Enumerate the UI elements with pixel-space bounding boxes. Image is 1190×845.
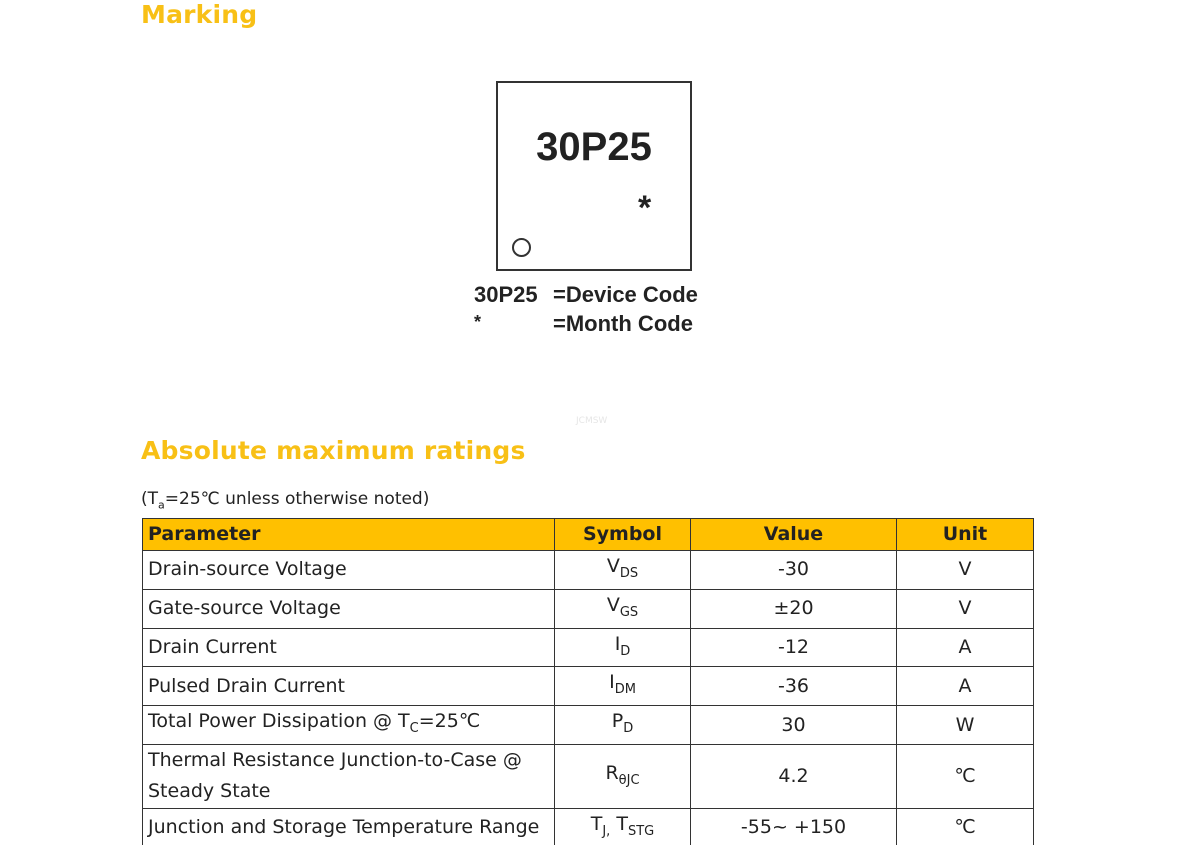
table-row bbox=[143, 706, 1034, 745]
unit-cell: ℃ bbox=[897, 744, 1034, 808]
value-cell: -55~ +150 bbox=[691, 808, 897, 845]
symbol-cell: $I_D$ bbox=[555, 628, 691, 667]
value-cell: 30 bbox=[691, 706, 897, 745]
table-row bbox=[143, 628, 1034, 667]
pin1-indicator-icon bbox=[512, 238, 531, 257]
watermark: JCMSW bbox=[576, 416, 608, 426]
param-cell: Thermal Resistance Junction-to-Case @ Steady State bbox=[143, 744, 555, 808]
table-header-row bbox=[143, 519, 1034, 551]
table-row bbox=[143, 589, 1034, 628]
table-row bbox=[143, 551, 1034, 590]
legend-device-code: 30P25 bbox=[474, 282, 538, 307]
unit-cell: V bbox=[897, 589, 1034, 628]
value-cell: ±20 bbox=[691, 589, 897, 628]
legend-month-code-desc: =Month Code bbox=[553, 311, 693, 336]
ratings-title: Absolute maximum ratings bbox=[141, 436, 526, 465]
header-value: Value bbox=[691, 519, 897, 551]
symbol-cell: $V_{DS}$ bbox=[555, 551, 691, 590]
symbol-cell: $V_{GS}$ bbox=[555, 589, 691, 628]
param-cell: Junction and Storage Temperature Range bbox=[143, 808, 555, 845]
legend-month-code: * bbox=[474, 312, 482, 332]
unit-cell: W bbox=[897, 706, 1034, 745]
ratings-note: ($T_a=25℃$ unless otherwise noted) bbox=[141, 489, 430, 512]
symbol-cell: $P_D$ bbox=[555, 706, 691, 745]
unit-cell: ℃ bbox=[897, 808, 1034, 845]
table-row bbox=[143, 808, 1034, 845]
legend-device-code-desc: =Device Code bbox=[553, 282, 698, 307]
symbol-cell: $T_{J,}$ $T_{STG}$ bbox=[555, 808, 691, 845]
symbol-cell: $I_{DM}$ bbox=[555, 667, 691, 706]
unit-cell: A bbox=[897, 667, 1034, 706]
value-cell: -12 bbox=[691, 628, 897, 667]
header-symbol: Symbol bbox=[555, 519, 691, 551]
param-cell: Drain-source Voltage bbox=[143, 551, 555, 590]
chip-month-code-symbol: * bbox=[638, 189, 652, 227]
symbol-cell: $R_{\theta JC}$ bbox=[555, 744, 691, 808]
value-cell: 4.2 bbox=[691, 744, 897, 808]
value-cell: -30 bbox=[691, 551, 897, 590]
param-cell: Gate-source Voltage bbox=[143, 589, 555, 628]
marking-title: Marking bbox=[141, 0, 258, 29]
param-cell: Total Power Dissipation @ $T_C=25℃$ bbox=[143, 706, 555, 745]
chip-device-code: 30P25 bbox=[536, 125, 652, 169]
unit-cell: V bbox=[897, 551, 1034, 590]
table-row bbox=[143, 667, 1034, 706]
chip-marking-diagram bbox=[496, 81, 692, 271]
header-parameter: Parameter bbox=[143, 519, 555, 551]
ratings-table bbox=[142, 518, 1034, 845]
table-row bbox=[143, 744, 1034, 808]
header-unit: Unit bbox=[897, 519, 1034, 551]
param-cell: Pulsed Drain Current bbox=[143, 667, 555, 706]
unit-cell: A bbox=[897, 628, 1034, 667]
value-cell: -36 bbox=[691, 667, 897, 706]
param-cell: Drain Current bbox=[143, 628, 555, 667]
